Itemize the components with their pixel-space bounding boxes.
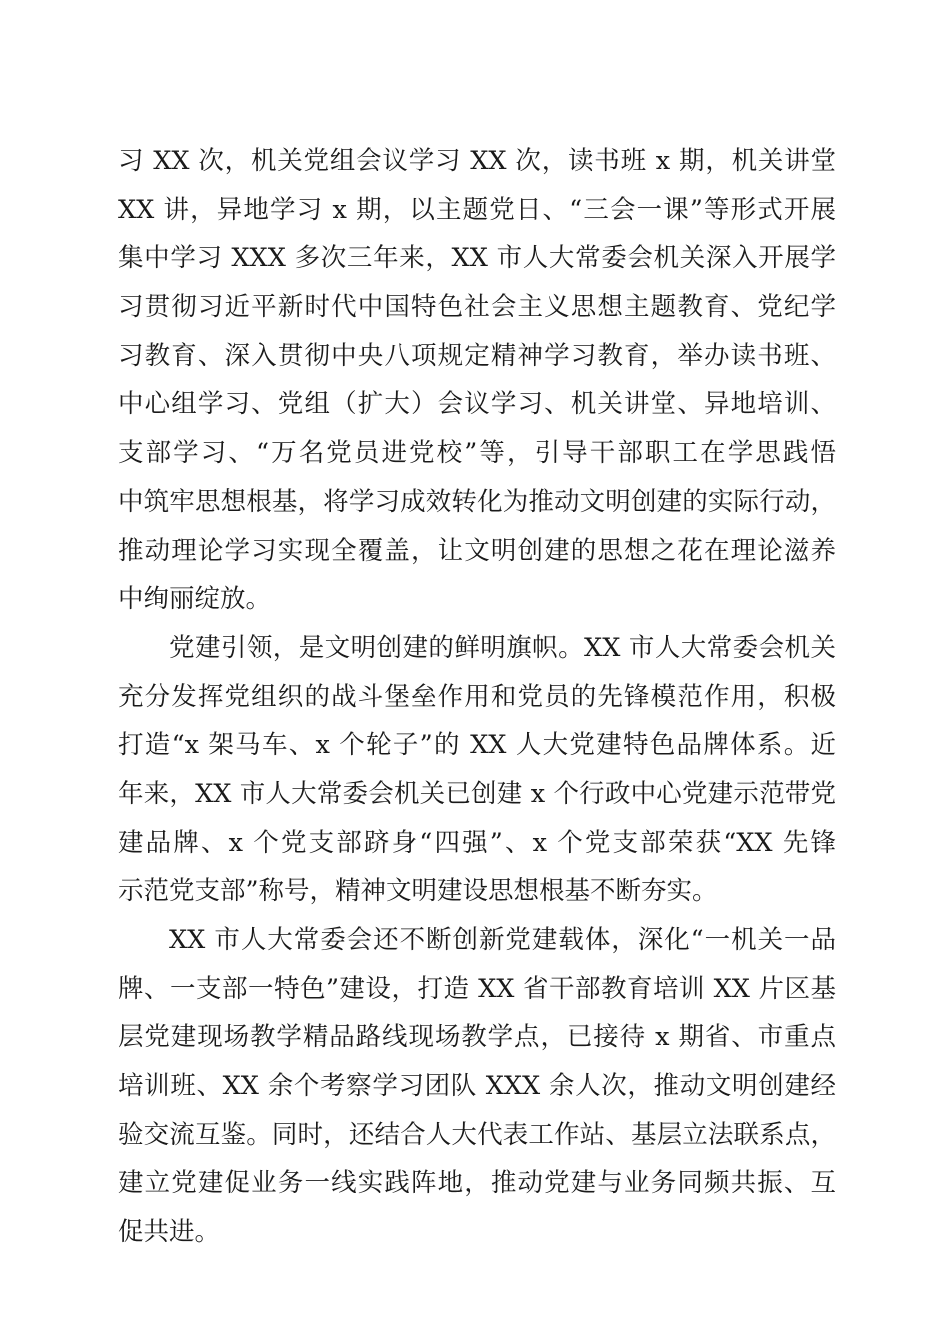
- text-line: 习教育、深入贯彻中央八项规定精神学习教育，举办读书班、: [118, 340, 836, 371]
- text-line: XX 市人大常委会还不断创新党建载体，深化“一机关一品: [169, 925, 836, 955]
- text-line: 牌、一支部一特色”建设，打造 XX 省干部教育培训 XX 片区基: [118, 973, 836, 1004]
- paragraph-3: [118, 916, 836, 1257]
- text-line: 示范党支部”称号，精神文明建设思想根基不断夯实。: [118, 876, 718, 907]
- paragraph-2: [118, 624, 836, 916]
- text-line: 中心组学习、党组（扩大）会议学习、机关讲堂、异地培训、: [118, 389, 836, 420]
- text-line: 习贯彻习近平新时代中国特色社会主义思想主题教育、党纪学: [118, 292, 836, 323]
- text-line: 充分发挥党组织的战斗堡垒作用和党员的先锋模范作用，积极: [118, 681, 836, 712]
- text-line: 中绚丽绽放。: [118, 584, 272, 615]
- text-line: 建品牌、x 个党支部跻身“四强”、x 个党支部荣获“XX 先锋: [118, 827, 836, 858]
- text-line: 集中学习 XXX 多次三年来，XX 市人大常委会机关深入开展学: [118, 243, 836, 274]
- text-line: 支部学习、“万名党员进党校”等，引导干部职工在学思践悟: [118, 438, 836, 469]
- text-line: 培训班、XX 余个考察学习团队 XXX 余人次，推动文明创建经: [118, 1071, 836, 1102]
- text-line: 打造“x 架马车、x 个轮子”的 XX 人大党建特色品牌体系。近: [118, 730, 836, 761]
- text-line: 中筑牢思想根基，将学习成效转化为推动文明创建的实际行动，: [118, 486, 836, 517]
- text-line: 推动理论学习实现全覆盖，让文明创建的思想之花在理论滋养: [118, 535, 836, 566]
- text-line: 党建引领，是文明创建的鲜明旗帜。XX 市人大常委会机关: [169, 632, 836, 663]
- text-line: 建立党建促业务一线实践阵地，推动党建与业务同频共振、互: [118, 1168, 836, 1199]
- text-line: XX 讲，异地学习 x 期，以主题党日、“三会一课”等形式开展: [118, 194, 836, 225]
- text-line: 层党建现场教学精品路线现场教学点，已接待 x 期省、市重点: [118, 1022, 836, 1053]
- text-line: 年来，XX 市人大常委会机关已创建 x 个行政中心党建示范带党: [118, 778, 836, 809]
- text-line: 习 XX 次，机关党组会议学习 XX 次，读书班 x 期，机关讲堂: [118, 146, 836, 176]
- document-body: [118, 137, 836, 1257]
- paragraph-1: [118, 137, 836, 624]
- text-line: 验交流互鉴。同时，还结合人大代表工作站、基层立法联系点，: [118, 1119, 836, 1150]
- text-line: 促共进。: [118, 1217, 221, 1248]
